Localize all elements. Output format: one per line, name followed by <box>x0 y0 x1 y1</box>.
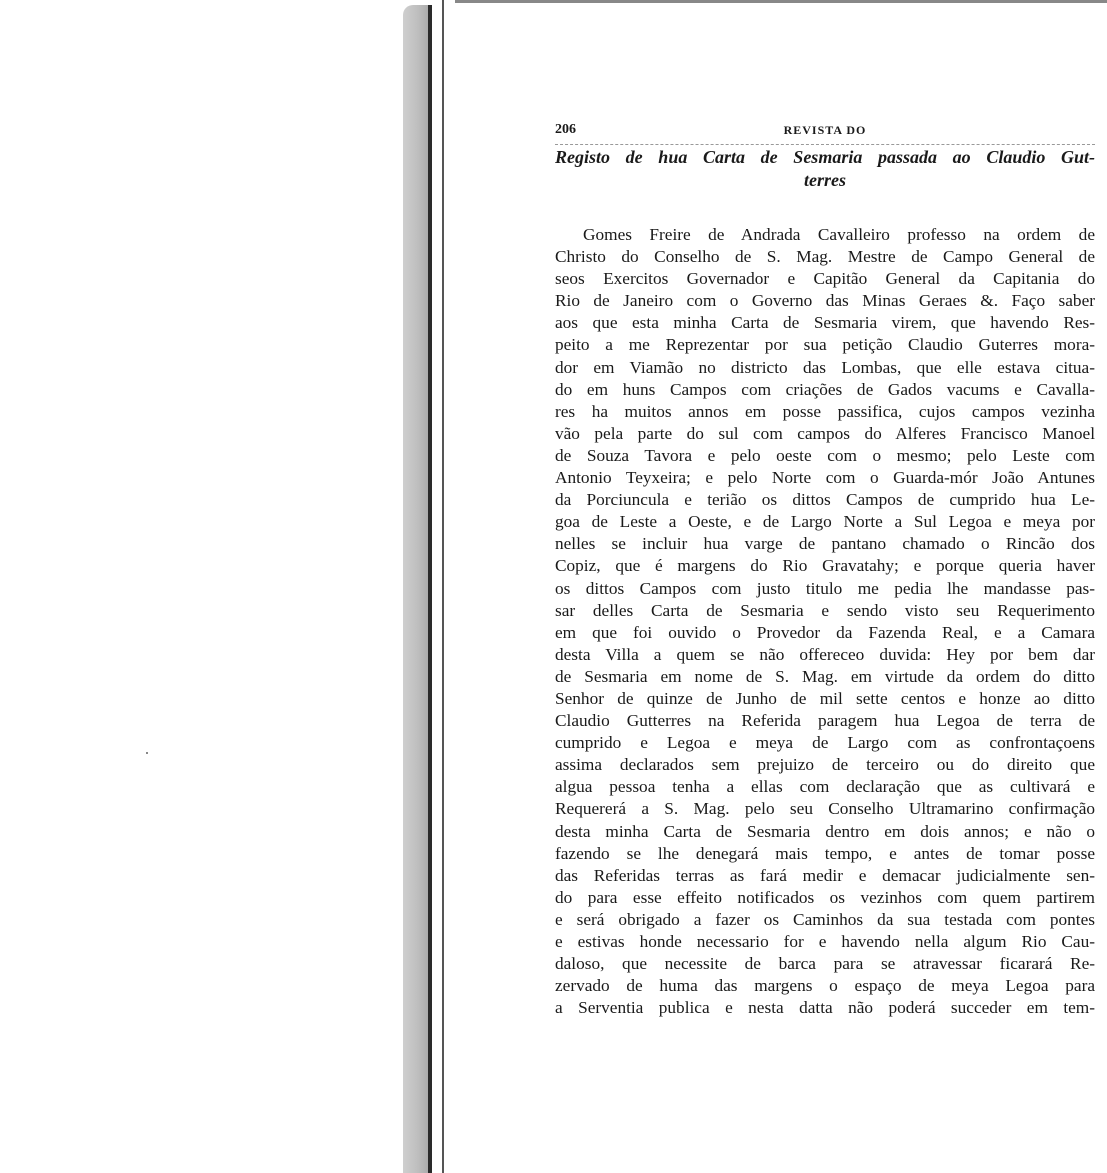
text-line: res ha muitos annos em posse passifica, cujos campos vezinha <box>555 401 1095 421</box>
text-line: dor em Viamão no districto das Lombas, que elle estava cituа- <box>555 357 1095 377</box>
title-line: Registo de hua Carta de Sesmaria passada ao Claudio Gut- <box>555 147 1095 167</box>
running-title: REVISTA DO <box>783 123 867 137</box>
text-line: daloso, que necessite de barca para se atravessar ficarará Re- <box>555 954 1095 974</box>
text-line: em que foi ouvido o Provedor da Fazenda Real, e a Camara <box>555 622 1095 642</box>
text-line: assima declarados sem prejuizo de terceiro ou do direito que <box>555 755 1095 775</box>
page-number: 206 <box>555 122 576 137</box>
text-line: seos Exercitos Governador e Capitão General da Capitania do <box>555 269 1095 289</box>
text-line: vão pela parte do sul com campos do Alferes Francisco Manoel <box>555 423 1095 443</box>
text-line: do em huns Campos com criações de Gados vacums e Cavalla- <box>555 379 1095 399</box>
text-line: Claudio Gutterres na Referida paragem hua Legoa de terra de <box>555 711 1095 731</box>
text-line: e estivas honde necessario for e havendo nella algum Rio Cau- <box>555 932 1095 951</box>
running-header <box>555 122 1095 142</box>
text-line: desta Villa a quem se não offereceo duvida: Hey por bem dar <box>555 644 1095 664</box>
header-rule <box>555 144 1095 145</box>
text-line: Requererá a S. Mag. pelo seu Conselho Ultramarino confirmação <box>555 799 1095 819</box>
text-line: do para esse effeito notificados os vezinhos com quem partirem <box>555 887 1095 907</box>
text-line: a Serventia publica e nesta datta não poderá succeder em tem- <box>555 998 1095 1018</box>
section-title <box>555 146 1095 192</box>
text-line: Christo do Conselho de S. Mag. Mestre de Campo General de <box>555 247 1095 267</box>
text-line: Antonio Teyxeira; e pelo Norte com o Guarda-mór João Antunes <box>555 468 1095 488</box>
text-line: das Referidas terras as fará medir e demacar judicialmente sen- <box>555 865 1095 885</box>
text-line: fazendo se lhe denegará mais tempo, e antes de tomar posse <box>555 843 1095 863</box>
title-line: terres <box>804 170 846 190</box>
text-line: peito a me Reprezentar por sua petição Claudio Guterres mora- <box>555 335 1095 355</box>
text-line: os dittos Campos com justo titulo me pedia lhe mandasse pas- <box>555 578 1095 598</box>
text-line: Gomes Freire de Andrada Cavalleiro professo na ordem de <box>583 225 1095 244</box>
text-line: goa de Leste a Oeste, e de Largo Norte a Sul Legoa e meya por <box>555 512 1095 532</box>
page-edge-line <box>442 0 444 1173</box>
text-line: aos que esta minha Carta de Sesmaria virem, que havendo Res- <box>555 313 1095 333</box>
text-line: sar delles Carta de Sesmaria e sendo visto seu Requerimento <box>555 600 1095 620</box>
text-line: desta minha Carta de Sesmaria dentro em dois annos; e não o <box>555 821 1095 841</box>
text-line: nelles se incluir hua varge de pantano chamado o Rincão dos <box>555 534 1095 554</box>
body-text <box>555 224 1095 1019</box>
text-line: cumprido e Legoa e meya de Largo com as confrontaçoens <box>555 733 1095 753</box>
text-line: Rio de Janeiro com o Governo das Minas Geraes &. Faço saber <box>555 291 1095 311</box>
text-line: e será obrigado a fazer os Caminhos da sua testada com pontes <box>555 909 1095 929</box>
text-line: Senhor de quinze de Junho de mil sette centos e honze ao ditto <box>555 688 1095 708</box>
text-line: da Porciuncula e terião os dittos Campos de cumprido hua Le- <box>555 490 1095 510</box>
text-line: de Souza Tavora e pelo oeste com o mesmo; pelo Leste com <box>555 445 1095 465</box>
top-edge-line <box>455 0 1107 3</box>
scan-speck <box>146 752 148 754</box>
text-line: algua pessoa tenha a ellas com declaração que as cultivará e <box>555 777 1095 797</box>
book-binding-shadow <box>403 5 429 1173</box>
text-line: de Sesmaria em nome de S. Mag. em virtude da ordem do ditto <box>555 666 1095 686</box>
binding-edge-line <box>428 5 432 1173</box>
text-line: zervado de huma das margens o espaço de meya Legoa para <box>555 976 1095 996</box>
text-line: Copiz, que é margens do Rio Gravatahy; e porque queria haver <box>555 556 1095 576</box>
